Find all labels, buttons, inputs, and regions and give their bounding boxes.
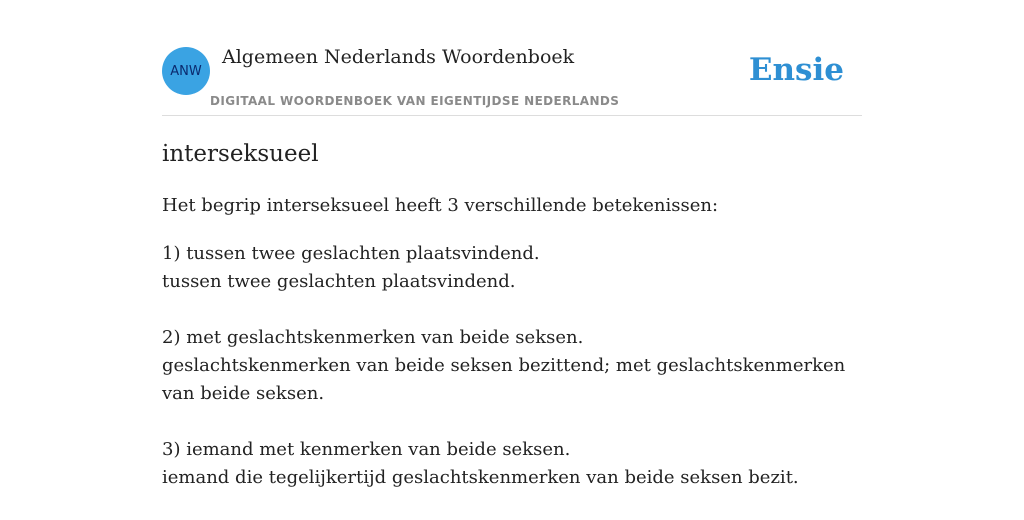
meaning-heading: 2) met geslachtskenmerken van beide seksen. (162, 327, 584, 348)
ensie-brand-link[interactable]: Ensie (748, 52, 844, 88)
meaning-heading: 3) iemand met kenmerken van beide seksen. (162, 439, 571, 460)
meaning-definition: geslachtskenmerken van beide seksen bezittend; met geslachtskenmerken van beide seksen. (162, 355, 846, 404)
meaning-definition: tussen twee geslachten plaatsvindend. (162, 271, 516, 292)
meaning-item (162, 436, 862, 492)
logo-text: ANW (170, 63, 202, 79)
anw-logo[interactable] (162, 47, 210, 95)
meaning-item (162, 240, 862, 296)
site-subtitle: DIGITAAL WOORDENBOEK VAN EIGENTIJDSE NEDERLANDS (210, 94, 620, 108)
meaning-item (162, 324, 862, 408)
site-title[interactable]: Algemeen Nederlands Woordenboek (222, 46, 575, 68)
entry-intro: Het begrip interseksueel heeft 3 verschillende betekenissen: (162, 195, 719, 216)
entry-title: interseksueel (162, 141, 319, 167)
meaning-definition: iemand die tegelijkertijd geslachtskenmerken van beide seksen bezit. (162, 467, 799, 488)
page-container (162, 0, 862, 488)
meaning-heading: 1) tussen twee geslachten plaatsvindend. (162, 243, 540, 264)
site-header (162, 0, 862, 116)
meanings-list (162, 240, 862, 520)
